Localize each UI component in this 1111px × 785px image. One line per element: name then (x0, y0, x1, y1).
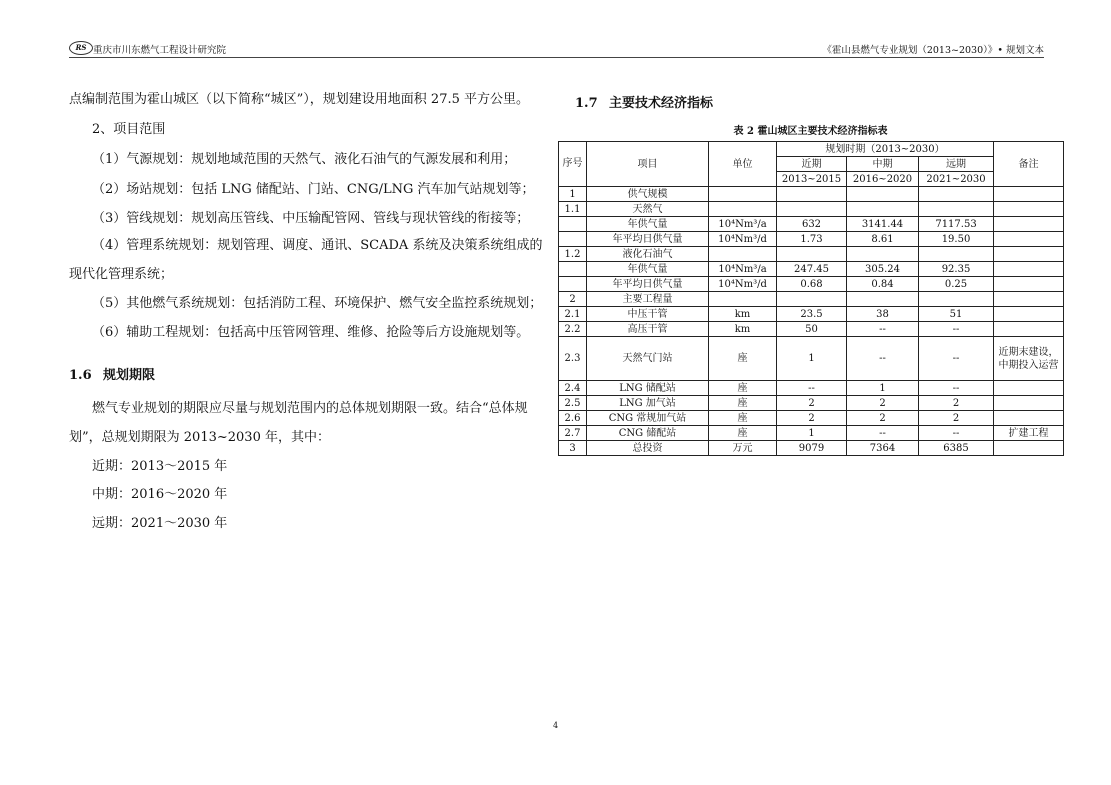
table-cell-near (777, 202, 847, 217)
table-cell-far: 0.25 (919, 277, 994, 292)
header-far: 远期 (919, 157, 994, 172)
header-seq: 序号 (559, 142, 587, 187)
table-cell-item: 年供气量 (587, 262, 709, 277)
table-cell-note (994, 396, 1064, 411)
table-cell-seq: 2.4 (559, 381, 587, 396)
scope-item-3: （3）管线规划：规划高压管线、中压输配管网、管线与现状管线的衔接等； (92, 211, 530, 226)
table-cell-near: 1 (777, 337, 847, 381)
section-title: 规划期限 (103, 368, 156, 383)
table-cell-seq: 1 (559, 187, 587, 202)
section-number: 1.6 (69, 368, 92, 383)
table-cell-note (994, 247, 1064, 262)
table-cell-mid: 305.24 (847, 262, 919, 277)
table-cell-mid (847, 247, 919, 262)
table-cell-near: -- (777, 381, 847, 396)
table-cell-near (777, 292, 847, 307)
section-title: 主要技术经济指标 (609, 96, 714, 111)
header-unit: 单位 (709, 142, 777, 187)
header-doc-title: 《霍山县燃气专业规划（2013~2030）》• 规划文本 (822, 45, 1044, 56)
table-cell-seq: 2.7 (559, 426, 587, 441)
table-cell-mid: 0.84 (847, 277, 919, 292)
table-cell-item: CNG 储配站 (587, 426, 709, 441)
table-cell-mid (847, 187, 919, 202)
page-number: 4 (552, 721, 559, 730)
scope-item-4: （4）管理系统规划：规划管理、调度、通讯、SCADA 系统及决策系统组成的 (92, 238, 543, 253)
table-cell-note (994, 277, 1064, 292)
table-row (559, 277, 1064, 292)
header-note: 备注 (994, 142, 1064, 187)
table-row (559, 262, 1064, 277)
table-cell-mid: -- (847, 426, 919, 441)
table-cell-far: 92.35 (919, 262, 994, 277)
header-period: 规划时期（2013~2030） (777, 142, 994, 157)
table-cell-near: 9079 (777, 441, 847, 456)
table-cell-unit (709, 247, 777, 262)
scope-item-6: （6）辅助工程规划：包括高中压管网管理、维修、抢险等后方设施规划等。 (92, 325, 530, 340)
table-cell-near: 247.45 (777, 262, 847, 277)
table-row (559, 337, 1064, 381)
table-row (559, 202, 1064, 217)
table-cell-note (994, 307, 1064, 322)
table-cell-mid (847, 202, 919, 217)
para-scope-area: 点编制范围为霍山城区（以下简称“城区”），规划建设用地面积 27.5 平方公里。 (69, 92, 530, 107)
table-cell-near: 50 (777, 322, 847, 337)
table-row (559, 307, 1064, 322)
table-cell-item: CNG 常规加气站 (587, 411, 709, 426)
table-cell-note (994, 262, 1064, 277)
table-cell-far: 2 (919, 396, 994, 411)
table-cell-note (994, 441, 1064, 456)
table-cell-seq: 2.6 (559, 411, 587, 426)
table-cell-item: 天然气门站 (587, 337, 709, 381)
table-cell-near (777, 187, 847, 202)
para-project-scope: 2、项目范围 (92, 122, 166, 137)
table-cell-near: 2 (777, 396, 847, 411)
table-cell-unit (709, 187, 777, 202)
table-row (559, 292, 1064, 307)
section-number: 1.7 (575, 96, 598, 111)
table-cell-unit: 10⁴Nm³/a (709, 262, 777, 277)
table-cell-item: LNG 加气站 (587, 396, 709, 411)
para-period-cont: 划”，总规划期限为 2013~2030 年，其中： (69, 430, 330, 445)
table-cell-mid (847, 292, 919, 307)
table-cell-seq: 2.5 (559, 396, 587, 411)
table-cell-mid: 7364 (847, 441, 919, 456)
table-cell-item: 年平均日供气量 (587, 232, 709, 247)
period-far: 远期：2021～2030 年 (92, 516, 228, 531)
table-cell-item: 年平均日供气量 (587, 277, 709, 292)
header-mid-years: 2016~2020 (847, 172, 919, 187)
table-cell-item: 供气规模 (587, 187, 709, 202)
section-heading-1-6 (69, 364, 155, 383)
table-cell-far: -- (919, 337, 994, 381)
table-row (559, 396, 1064, 411)
table-cell-near (777, 247, 847, 262)
table-caption: 表 2 霍山城区主要技术经济指标表 (733, 126, 888, 137)
table-cell-unit: km (709, 307, 777, 322)
table-cell-far: -- (919, 322, 994, 337)
table-cell-seq (559, 217, 587, 232)
indicator-table (558, 141, 1064, 456)
header-near-years: 2013~2015 (777, 172, 847, 187)
table-cell-mid: 8.61 (847, 232, 919, 247)
table-cell-far (919, 292, 994, 307)
table-cell-far: 19.50 (919, 232, 994, 247)
table-cell-far (919, 247, 994, 262)
table-cell-item: 中压干管 (587, 307, 709, 322)
indicator-table-body (559, 187, 1064, 456)
table-cell-unit: 座 (709, 337, 777, 381)
table-cell-note (994, 232, 1064, 247)
table-cell-far (919, 187, 994, 202)
table-cell-note (994, 292, 1064, 307)
table-cell-far: 51 (919, 307, 994, 322)
table-row (559, 247, 1064, 262)
table-cell-unit: km (709, 322, 777, 337)
table-cell-seq: 2.1 (559, 307, 587, 322)
scope-item-1: （1）气源规划：规划地域范围的天然气、液化石油气的气源发展和利用； (92, 152, 517, 167)
table-cell-unit (709, 202, 777, 217)
table-cell-far: -- (919, 426, 994, 441)
table-cell-seq (559, 262, 587, 277)
table-cell-note: 近期末建设，中期投入运营 (994, 337, 1064, 381)
table-cell-note (994, 202, 1064, 217)
table-cell-seq: 1.1 (559, 202, 587, 217)
table-cell-far (919, 202, 994, 217)
table-cell-seq (559, 277, 587, 292)
table-cell-note (994, 217, 1064, 232)
table-row (559, 322, 1064, 337)
table-cell-unit (709, 292, 777, 307)
table-cell-unit: 万元 (709, 441, 777, 456)
table-cell-near: 2 (777, 411, 847, 426)
table-cell-mid: 1 (847, 381, 919, 396)
header-far-years: 2021~2030 (919, 172, 994, 187)
table-cell-item: 天然气 (587, 202, 709, 217)
table-cell-seq: 2.2 (559, 322, 587, 337)
table-cell-unit: 10⁴Nm³/a (709, 217, 777, 232)
scope-item-5: （5）其他燃气系统规划：包括消防工程、环境保护、燃气安全监控系统规划； (92, 296, 543, 311)
table-cell-unit: 座 (709, 411, 777, 426)
table-cell-near: 632 (777, 217, 847, 232)
table-cell-mid: 3141.44 (847, 217, 919, 232)
table-cell-mid: 2 (847, 396, 919, 411)
table-cell-near: 23.5 (777, 307, 847, 322)
table-cell-unit: 10⁴Nm³/d (709, 232, 777, 247)
scope-item-2: （2）场站规划：包括 LNG 储配站、门站、CNG/LNG 汽车加气站规划等； (92, 182, 535, 197)
table-cell-near: 0.68 (777, 277, 847, 292)
table-cell-unit: 座 (709, 396, 777, 411)
para-period: 燃气专业规划的期限应尽量与规划范围内的总体规划期限一致。结合“总体规 (92, 401, 528, 416)
table-row (559, 426, 1064, 441)
table-cell-far: 7117.53 (919, 217, 994, 232)
table-cell-near: 1 (777, 426, 847, 441)
table-cell-note (994, 322, 1064, 337)
table-cell-seq: 1.2 (559, 247, 587, 262)
table-cell-note (994, 187, 1064, 202)
table-row (559, 411, 1064, 426)
table-cell-item: 年供气量 (587, 217, 709, 232)
table-cell-item: 高压干管 (587, 322, 709, 337)
table-cell-mid: -- (847, 322, 919, 337)
table-cell-unit: 座 (709, 381, 777, 396)
table-cell-seq: 2 (559, 292, 587, 307)
page-header (69, 41, 1044, 58)
institute-logo: RS (69, 41, 93, 55)
table-cell-item: 总投资 (587, 441, 709, 456)
table-cell-note (994, 411, 1064, 426)
table-cell-seq: 3 (559, 441, 587, 456)
table-cell-note: 扩建工程 (994, 426, 1064, 441)
table-cell-item: LNG 储配站 (587, 381, 709, 396)
table-cell-near: 1.73 (777, 232, 847, 247)
table-cell-seq: 2.3 (559, 337, 587, 381)
table-cell-unit: 座 (709, 426, 777, 441)
table-row (559, 441, 1064, 456)
period-mid: 中期：2016～2020 年 (92, 487, 228, 502)
table-cell-far: -- (919, 381, 994, 396)
table-row (559, 381, 1064, 396)
table-cell-far: 6385 (919, 441, 994, 456)
table-cell-item: 主要工程量 (587, 292, 709, 307)
table-cell-mid: -- (847, 337, 919, 381)
header-mid: 中期 (847, 157, 919, 172)
table-row (559, 187, 1064, 202)
table-row (559, 232, 1064, 247)
table-cell-far: 2 (919, 411, 994, 426)
period-near: 近期：2013～2015 年 (92, 459, 228, 474)
header-org: 重庆市川东燃气工程设计研究院 (93, 45, 227, 56)
table-cell-item: 液化石油气 (587, 247, 709, 262)
header-item: 项目 (587, 142, 709, 187)
table-cell-seq (559, 232, 587, 247)
table-cell-note (994, 381, 1064, 396)
header-rule (69, 57, 1044, 58)
scope-item-4-cont: 现代化管理系统； (69, 267, 174, 282)
table-cell-mid: 38 (847, 307, 919, 322)
table-row (559, 217, 1064, 232)
table-cell-mid: 2 (847, 411, 919, 426)
section-heading-1-7 (575, 92, 713, 111)
table-cell-unit: 10⁴Nm³/d (709, 277, 777, 292)
header-near: 近期 (777, 157, 847, 172)
